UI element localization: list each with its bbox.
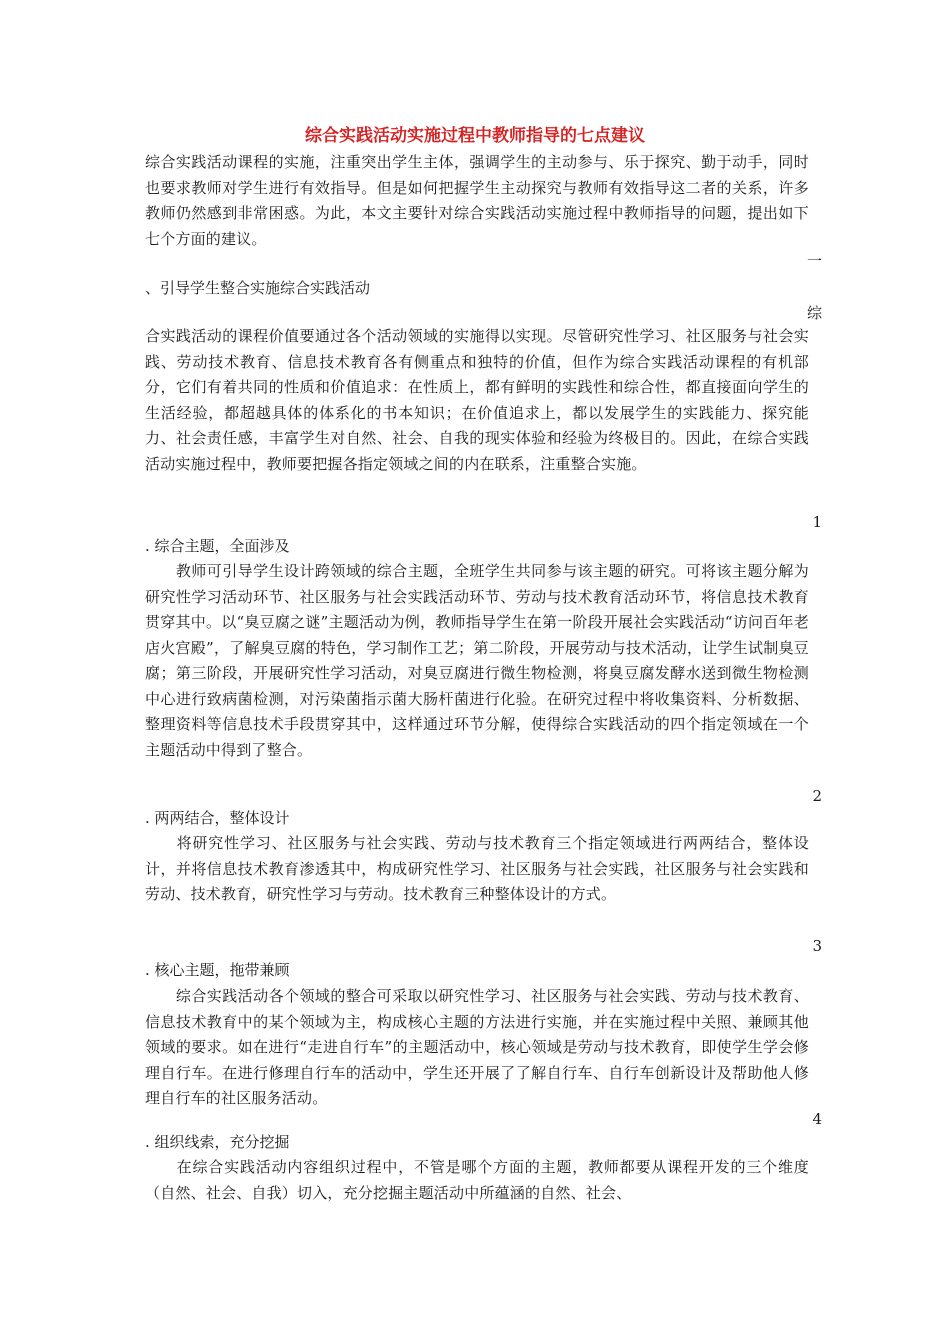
section-1-heading: 、引导学生整合实施综合实践活动 xyxy=(145,279,371,297)
item-4-number: 4 xyxy=(812,1110,822,1128)
item-3-body: 综合实践活动各个领域的整合可采取以研究性学习、社区服务与社会实践、劳动与技术教育、信息技术教育中的某个领域为主，构成核心主题的方法进行实施，并在实施过程中关照、兼顾其他领域的要求。如在进行“走进自行车”的主题活动中，核心领域是劳动与技术教育，即使学生学会修理自行车。在进行修理自行车的活动中，学生还开展了了解自行车、自行车创新设计及帮助他人修理自行车的社区服务活动。 xyxy=(145,987,809,1107)
item-2-body: 将研究性学习、社区服务与社会实践、劳动与技术教育三个指定领域进行两两结合，整体设计，并将信息技术教育渗透其中，构成研究性学习、社区服务与社会实践，社区服务与社会实践和劳动、技术教育，研究性学习与劳动。技术教育三种整体设计的方式。 xyxy=(145,834,809,903)
intro-paragraph: 综合实践活动课程的实施，注重突出学生主体，强调学生的主动参与、乐于探究、勤于动手，同时也要求教师对学生进行有效指导。但是如何把握学生主动探究与教师有效指导这二者的关系，许多教师仍然感到非常困惑。为此，本文主要针对综合实践活动实施过程中教师指导的问题，提出如下七个方面的建议。 xyxy=(145,153,809,248)
item-4-heading: . 组织线索，充分挖掘 xyxy=(145,1133,290,1151)
item-2-number: 2 xyxy=(812,787,822,805)
section-1-lead-char: 综 xyxy=(806,304,822,322)
item-1-heading: . 综合主题，全面涉及 xyxy=(145,537,290,555)
item-2-heading: . 两两结合，整体设计 xyxy=(145,809,290,827)
item-1-body: 教师可引导学生设计跨领域的综合主题，全班学生共同参与该主题的研究。可将该主题分解为研究性学习活动环节、社区服务与社会实践活动环节、劳动与技术教育活动环节，将信息技术教育贯穿其中。以“臭豆腐之谜”主题活动为例，教师指导学生在第一阶段开展社会实践活动“访问百年老店火宫殿”，了解臭豆腐的特色，学习制作工艺；第二阶段，开展劳动与技术活动，让学生试制臭豆腐；第三阶段，开展研究性学习活动，对臭豆腐进行微生物检测，将臭豆腐发酵水送到微生物检测中心进行致病菌检测，对污染菌指示菌大肠杆菌进行化验。在研究过程中将收集资料、分析数据、整理资料等信息技术手段贯穿其中，这样通过环节分解，使得综合实践活动的四个指定领域在一个主题活动中得到了整合。 xyxy=(145,562,809,759)
item-1-number: 1 xyxy=(812,513,822,531)
item-3-number: 3 xyxy=(812,937,822,955)
item-3-heading: . 核心主题，拖带兼顾 xyxy=(145,961,290,979)
section-1-body: 合实践活动的课程价值要通过各个活动领域的实施得以实现。尽管研究性学习、社区服务与社会实践、劳动技术教育、信息技术教育各有侧重点和独特的价值，但作为综合实践活动课程的有机部分，它们有着共同的性质和价值追求：在性质上，都有鲜明的实践性和综合性，都直接面向学生的生活经验，都超越具体的体系化的书本知识；在价值追求上，都以发展学生的实践能力、探究能力、社会责任感，丰富学生对自然、社会、自我的现实体验和经验为终极目的。因此，在综合实践活动实施过程中，教师要把握各指定领域之间的内在联系，注重整合实施。 xyxy=(145,327,809,473)
document-title: 综合实践活动实施过程中教师指导的七点建议 xyxy=(305,126,645,146)
item-4-body: 在综合实践活动内容组织过程中，不管是哪个方面的主题，教师都要从课程开发的三个维度（自然、社会、自我）切入，充分挖掘主题活动中所蕴涵的自然、社会、 xyxy=(145,1158,809,1202)
section-1-number: 一 xyxy=(806,252,822,270)
